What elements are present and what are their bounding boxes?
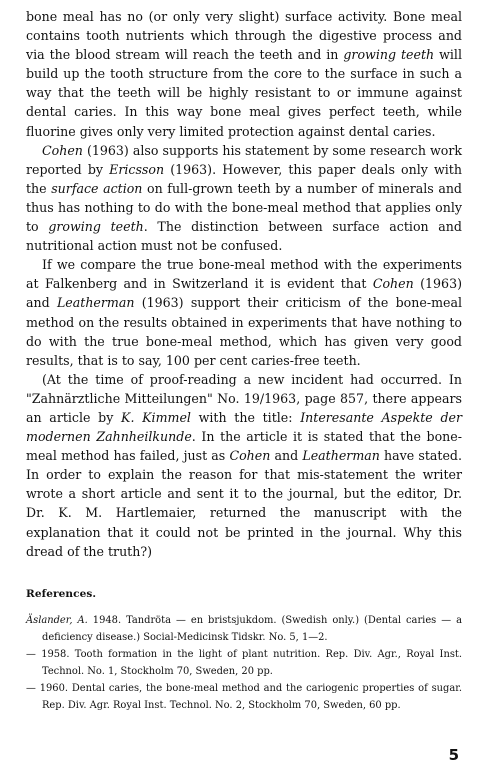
italic-run: Cohen — [229, 448, 271, 464]
references-heading: References. — [26, 588, 97, 600]
references-list — [26, 613, 462, 716]
text-run: on full-grown teeth by a number of minerals and thus has nothing to do with the bone-meal method that applies only to — [26, 180, 462, 235]
text-run: . The distinction between surface action and nutritional action must not be confused. — [26, 219, 462, 254]
text-run: . In the article it is stated that the bone-meal method has failed, just as — [26, 429, 462, 464]
text-run: 1948. Tandröta — en bristsjukdom. (Swedish only.) (Dental caries — a deficiency disease.) Social-Medicinsk Tidskr. No. 5, 1—2. — [42, 615, 462, 643]
text-run: (1963) support their criticism of the bone-meal method on the results obtained in experiments that have nothing to do with the true bone-meal method, which has given very good results, that is to say, 100 per cent caries-free teeth. — [26, 295, 463, 368]
italic-run: surface action — [51, 180, 143, 196]
italic-run: K. Kimmel — [121, 409, 191, 425]
italic-run: growing teeth — [48, 219, 144, 235]
reference-item — [26, 681, 462, 714]
reference-item — [26, 613, 462, 646]
text-run: will build up the tooth structure from the core to the surface in such a way that the teeth will be highly resistant to or immune against dental caries. In this way bone meal gives perfect teeth, while fluorine gives only very limited protection against dental caries. — [26, 47, 462, 139]
text-run: (At the time of proof-reading a new incident had occurred. In "Zahnärztliche Mitteilungen" No. 19/1963, page 857, there appears an article by — [26, 371, 462, 425]
text-run: (1963) and — [26, 276, 462, 311]
paragraph — [26, 141, 462, 256]
text-run: with the title: — [190, 409, 301, 425]
italic-run: Ericsson — [109, 161, 165, 177]
italic-run: Äslander, A. — [26, 615, 88, 626]
paragraph — [26, 255, 462, 370]
text-run: (1963) also supports his statement by some research work reported by — [26, 142, 462, 177]
text-run: If we compare the true bone-meal method with the experiments at Falkenberg and in Switzerland it is evident that — [26, 257, 462, 292]
text-run: and — [270, 448, 303, 464]
body-text — [26, 7, 462, 561]
paragraph — [26, 370, 462, 561]
page-number: 5 — [448, 746, 459, 764]
text-run: — 1958. Tooth formation in the light of plant nutrition. Rep. Div. Agr., Royal Inst. Technol. No. 1, Stockholm 70, Sweden, 20 pp. — [26, 649, 462, 677]
italic-run: Leatherman — [302, 448, 380, 464]
italic-run: Leatherman — [56, 295, 135, 311]
paragraph — [26, 7, 462, 141]
text-run: have stated. In order to explain the reason for that mis-statement the writer wrote a short article and sent it to the journal, but the editor, Dr. Dr. K. M. Hartlemaier, returned the manuscript with the explanation that it could not be printed in the journal. Why this dread of the truth?) — [26, 448, 462, 559]
text-run: bone meal has no (or only very slight) surface activity. Bone meal contains tooth nutrients which through the digestive process and via the blood stream will reach the teeth and in — [26, 9, 462, 63]
text-run: (1963). However, this paper deals only with the — [26, 161, 462, 196]
text-run: — 1960. Dental caries, the bone-meal method and the cariogenic properties of sugar. Rep. Div. Agr. Royal Inst. Technol. No. 2, Stockholm 70, Sweden, 60 pp. — [26, 683, 462, 711]
italic-run: Cohen — [42, 142, 83, 158]
italic-run: Interesante Aspekte der modernen Zahnheilkunde — [26, 409, 462, 445]
italic-run: Cohen — [372, 276, 414, 292]
reference-item — [26, 647, 462, 680]
italic-run: growing teeth — [343, 47, 435, 63]
